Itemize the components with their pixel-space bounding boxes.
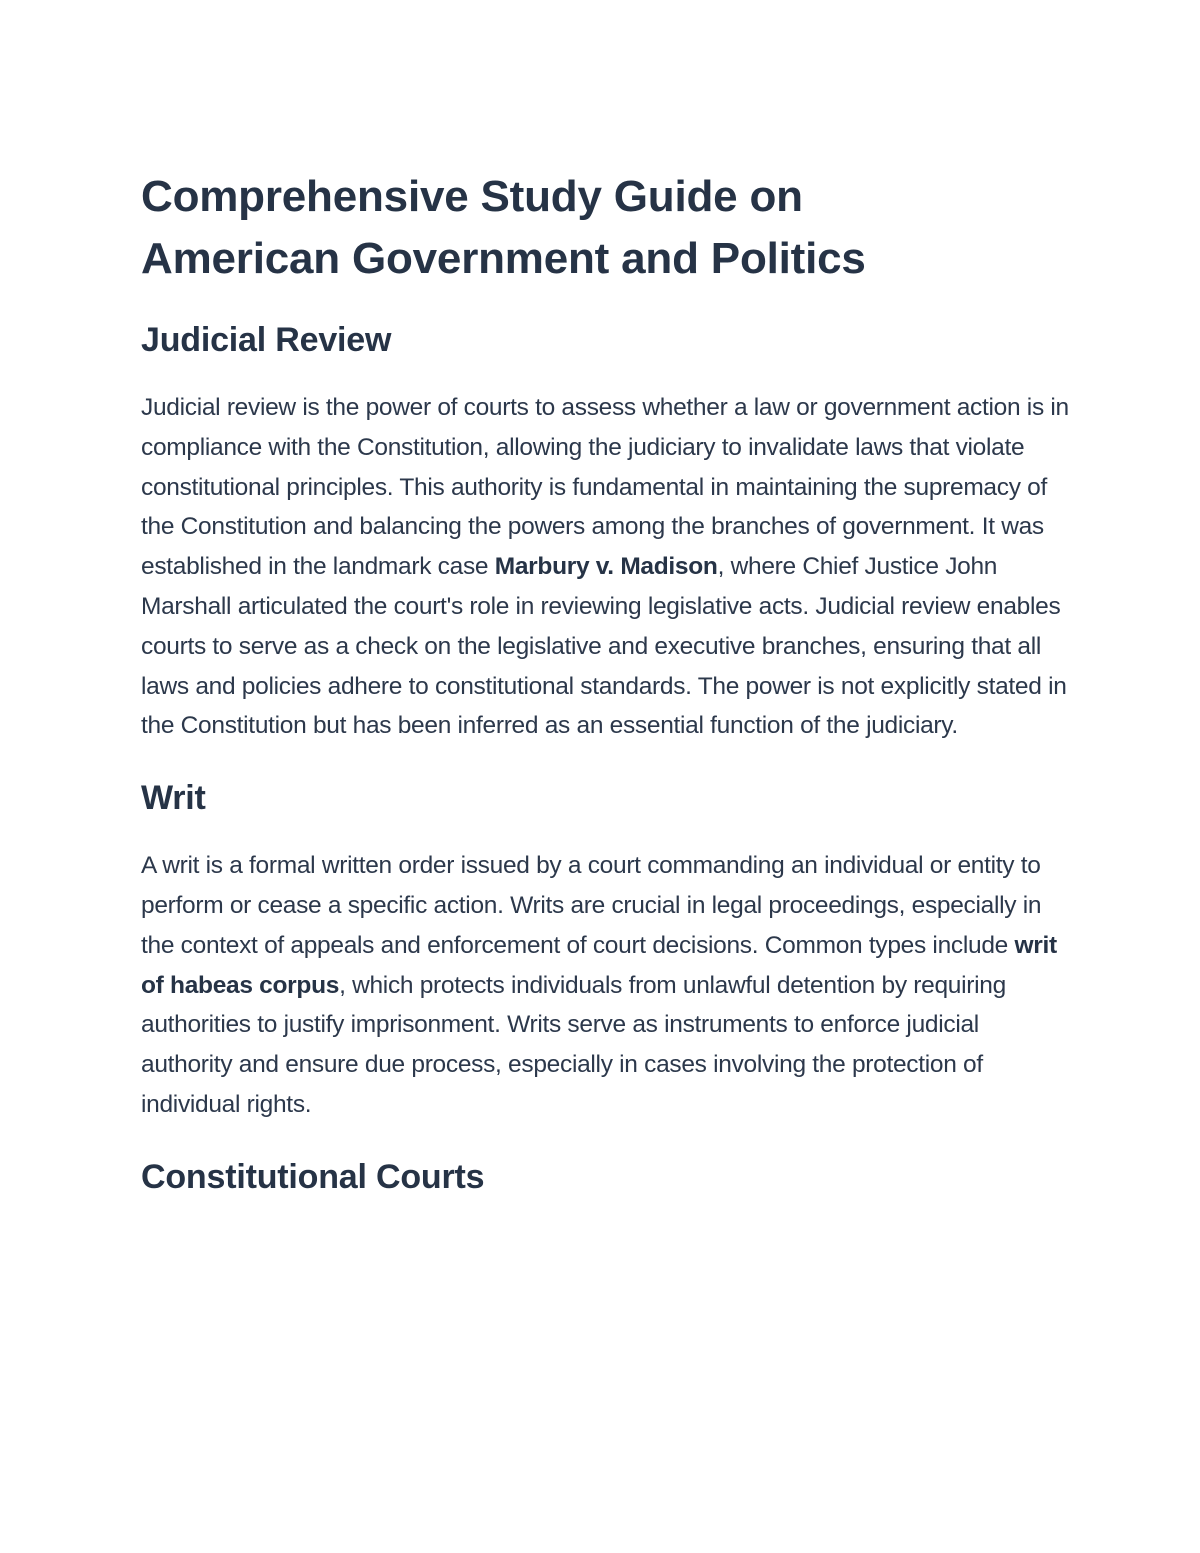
paragraph-text: , which protects individuals from unlawful detention by requiring authorities to justify imprisonment. Writs serve as instruments to enforce judicial authority and ensure due process, especially in cases involving the protection of individual rights. (141, 971, 1006, 1118)
document-title-line-1: Comprehensive Study Guide on (141, 172, 803, 221)
bold-term-writ-of-habeas-corpus: writ of habeas corpus (141, 931, 1057, 999)
paragraph-text: A writ is a formal written order issued by a court commanding an individual or entity to perform or cease a specific action. Writs are crucial in legal proceedings, especially in the context of appeals and enforcement of court decisions. Common types include (141, 852, 1042, 959)
paragraph-text: , where Chief Justice John Marshall articulated the court's role in reviewing legislative acts. Judicial review enables courts to serve as a check on the legislative and executive branches, ensuring that all laws and policies adhere to constitutional standards. The power is not explicitly stated in the Constitution but has been inferred as an essential function of the judiciary. (141, 553, 1067, 740)
section-paragraph-writ (141, 846, 1071, 1125)
bold-term-marbury-v-madison: Marbury v. Madison (494, 553, 718, 581)
document-title (141, 166, 1071, 290)
section-heading-judicial-review: Judicial Review (141, 321, 392, 359)
document-page (141, 166, 1071, 1199)
section-heading-writ: Writ (141, 779, 206, 818)
section-heading-constitutional-courts: Constitutional Courts (141, 1157, 485, 1196)
paragraph-text: Judicial review is the power of courts to assess whether a law or government action is in compliance with the Constitution, allowing the judiciary to invalidate laws that violate constitutional principles. This authority is fundamental in maintaining the supremacy of the Constitution and balancing the powers among the branches of government. It was established in the landmark case (141, 394, 1069, 581)
section-paragraph-judicial-review (141, 388, 1071, 746)
document-title-line-2: American Government and Politics (141, 234, 866, 283)
